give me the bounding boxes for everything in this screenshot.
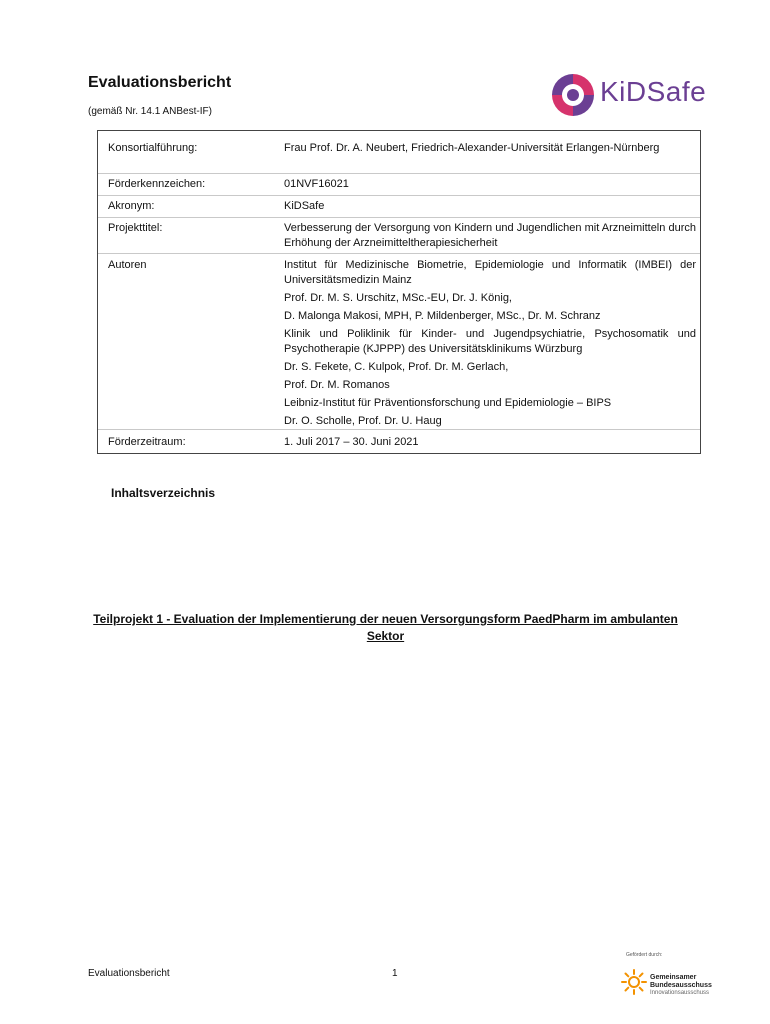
funder-name xyxy=(650,974,712,990)
toc-heading: Inhaltsverzeichnis xyxy=(111,486,216,500)
autoren-line: Prof. Dr. M. S. Urschitz, MSc.-EU, Dr. J. König, xyxy=(284,292,512,304)
document-subtitle: (gemäß Nr. 14.1 ANBest-IF) xyxy=(88,106,212,117)
page-number: 1 xyxy=(392,968,398,979)
autoren-value xyxy=(284,258,696,432)
autoren-line: Leibniz-Institut für Präventionsforschung und Epidemiologie – BIPS xyxy=(284,397,612,409)
kidsafe-logo-text: KiDSafe xyxy=(600,76,707,107)
project-info-table xyxy=(97,130,701,454)
autoren-line: Dr. S. Fekete, C. Kulpok, Prof. Dr. M. Gerlach, xyxy=(284,361,509,373)
row-divider xyxy=(98,195,700,196)
akronym-label: Akronym: xyxy=(108,200,155,212)
projekt-value: Verbesserung der Versorgung von Kindern und Jugendlichen mit Arzneimitteln durch Erhöhung der Arzneimitteltherapiesicherheit xyxy=(284,222,696,249)
akronym-value: KiDSafe xyxy=(284,200,325,212)
funder-name-line: Bundesausschuss xyxy=(650,982,712,989)
autoren-line: Dr. O. Scholle, Prof. Dr. U. Haug xyxy=(284,415,442,427)
autoren-line: Klinik und Poliklinik für Kinder- und Jugendpsychiatrie, Psychosomatik und Psychotherapie (KJPPP) des Universitätsklinikums Würzburg xyxy=(284,328,696,355)
row-divider xyxy=(98,217,700,218)
teilprojekt-heading[interactable]: Teilprojekt 1 - Evaluation der Implementierung der neuen Versorgungsform PaedPharm im ambulanten Sektor xyxy=(93,612,678,643)
foerder-label: Förderkennzeichen: xyxy=(108,178,206,190)
kidsafe-logo-icon xyxy=(548,70,598,120)
funder-subtitle: Innovationsausschuss xyxy=(650,990,710,996)
projekt-label: Projekttitel: xyxy=(108,222,163,234)
document-title: Evaluationsbericht xyxy=(88,74,232,91)
row-divider xyxy=(98,173,700,174)
konsortial-label: Konsortialführung: xyxy=(108,142,198,154)
autoren-line: D. Malonga Makosi, MPH, P. Mildenberger, MSc., Dr. M. Schranz xyxy=(284,310,601,322)
funder-name-line: Gemeinsamer xyxy=(650,974,697,981)
autoren-label: Autoren xyxy=(108,259,147,271)
row-divider xyxy=(98,253,700,254)
row-divider xyxy=(98,429,700,430)
zeitraum-label: Förderzeitraum: xyxy=(108,436,186,448)
kidsafe-logo xyxy=(548,70,708,120)
konsortial-value: Frau Prof. Dr. A. Neubert, Friedrich-Alexander-Universität Erlangen-Nürnberg xyxy=(284,142,660,154)
autoren-line: Prof. Dr. M. Romanos xyxy=(284,379,390,391)
zeitraum-value: 1. Juli 2017 – 30. Juni 2021 xyxy=(284,436,419,448)
footer-title: Evaluationsbericht xyxy=(88,968,170,979)
foerder-value: 01NVF16021 xyxy=(284,178,349,190)
gba-sun-icon xyxy=(620,968,648,996)
gba-funder-logo xyxy=(618,952,728,1004)
funder-caption: Gefördert durch: xyxy=(626,952,663,958)
autoren-line: Institut für Medizinische Biometrie, Epidemiologie und Informatik (IMBEI) der Universitätsmedizin Mainz xyxy=(284,259,696,286)
